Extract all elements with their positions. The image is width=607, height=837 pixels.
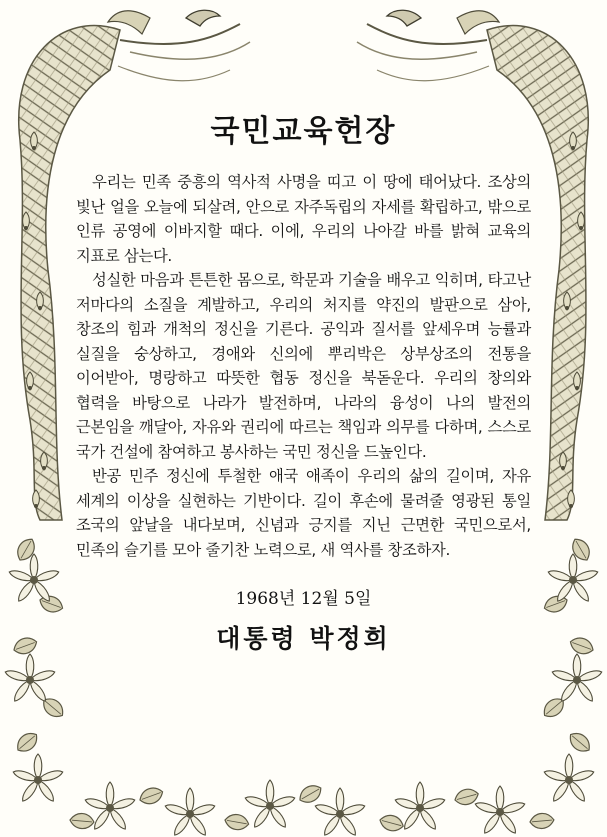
paragraph-2: 성실한 마음과 튼튼한 몸으로, 학문과 기술을 배우고 익히며, 타고난 저마다의 소질을 계발하고, 우리의 처지를 약진의 발판으로 삼아, 창조의 힘과 개척의 정신을 기른다. 공익과 질서를 앞세우며 능률과 실질을 숭상하고, 경애와 신의에 뿌리박은 상부상조의 전통을 이어받아, 명랑하고 따뜻한 협동 정신을 북돋운다. 우리의 창의와 협력을 바탕으로 나라가 발전하며, 나라의 융성이 나의 발전의 근본임을 깨달아, 자유와 권리에 따르는 책임과 의무를 다하며, 스스로 국가 건설에 참여하고 봉사하는 국민 정신을 드높인다.: [76, 271, 531, 461]
paragraph-1: 우리는 민족 중흥의 역사적 사명을 띠고 이 땅에 태어났다. 조상의 빛난 얼을 오늘에 되살려, 안으로 자주독립의 자세를 확립하고, 밖으로 인류 공영에 이바지할 때다. 이에, 우리의 나아갈 바를 밝혀 교육의 지표로 삼는다.: [76, 173, 531, 265]
page-title: 국민교육헌장: [210, 114, 397, 149]
signer-name: 대통령 박정희: [216, 624, 391, 653]
proclamation-date: 1968년 12월 5일: [235, 589, 372, 609]
charter-text: [76, 92, 531, 792]
paragraph-3: 반공 민주 정신에 투철한 애국 애족이 우리의 삶의 길이며, 자유 세계의 이상을 실현하는 기반이다. 길이 후손에 물려줄 영광된 통일 조국의 앞날을 내다보며, 신념과 긍지를 지닌 근면한 국민으로서, 민족의 슬기를 모아 줄기찬 노력으로, 새 역사를 창조하자.: [76, 467, 531, 559]
